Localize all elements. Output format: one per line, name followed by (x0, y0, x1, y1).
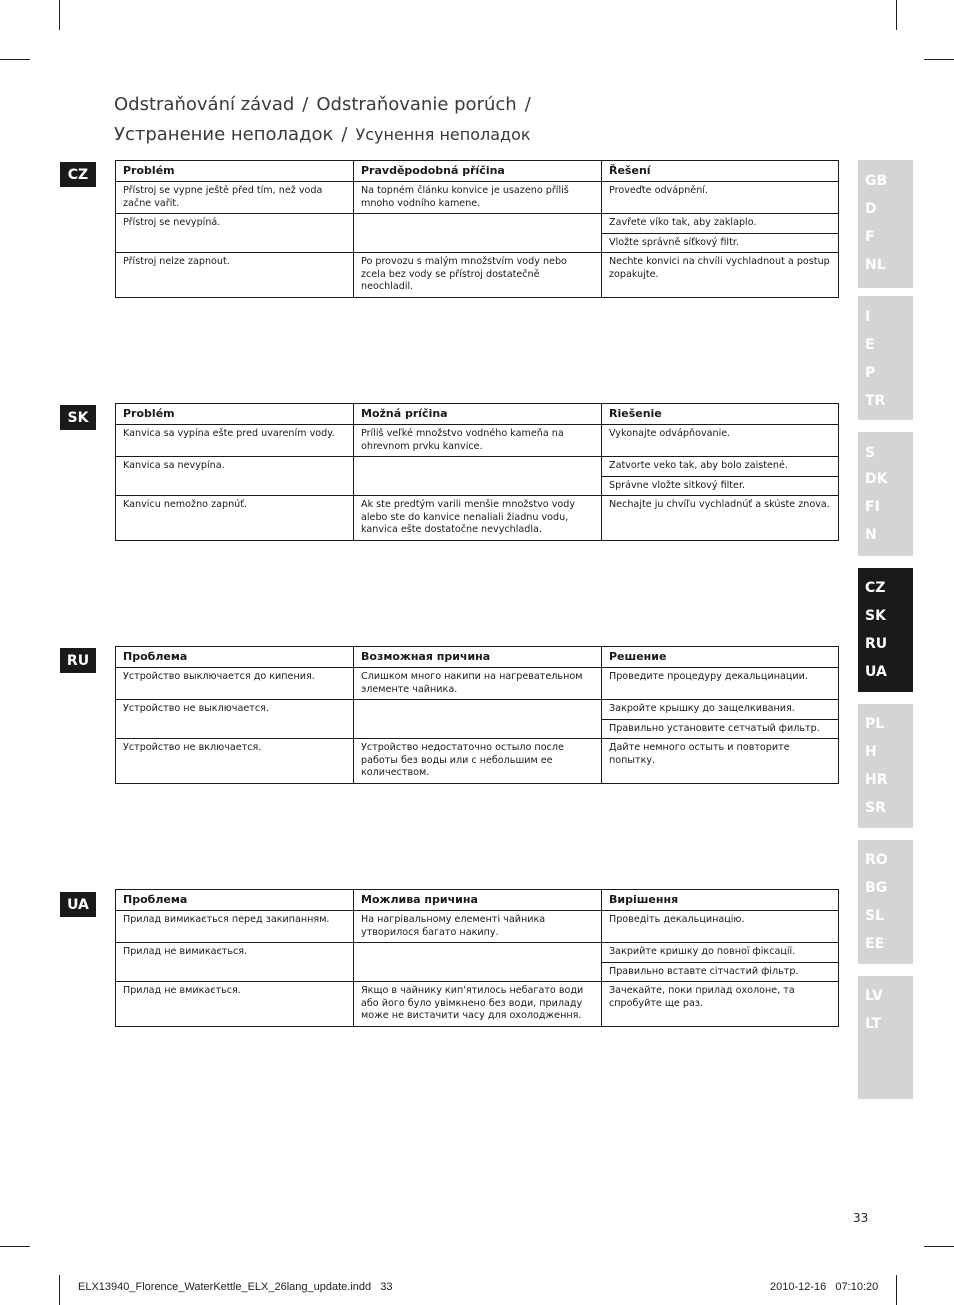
sidebar-group-1[interactable] (858, 160, 913, 288)
title-cz: Odstraňování závad (114, 94, 295, 115)
cell-problem: Прилад не вимикається. (116, 943, 354, 982)
sidebar-group-2[interactable] (858, 296, 913, 420)
cell-solution: Správne vložte sitkový filter. (602, 476, 839, 496)
cell-solution: Закройте крышку до защелкивания. (602, 700, 839, 720)
cell-solution: Vykonajte odvápňovanie. (602, 425, 839, 457)
cell-solution: Зачекайте, поки прилад охолоне, та спробуйте ще раз. (602, 982, 839, 1027)
table-row (116, 668, 839, 700)
footer-filename: ELX13940_Florence_WaterKettle_ELX_26lang_update.indd 33 (78, 1281, 393, 1293)
cell-problem: Устройство выключается до кипения. (116, 668, 354, 700)
sidebar-item-e[interactable]: E (865, 337, 875, 353)
table-row (116, 214, 839, 234)
cell-problem: Přístroj se nevypíná. (116, 214, 354, 253)
sidebar-item-f[interactable]: F (865, 229, 875, 245)
header-solution: Řešení (602, 161, 839, 182)
sidebar-group-5[interactable] (858, 704, 913, 828)
sidebar-item-sr[interactable]: SR (865, 800, 886, 816)
sidebar-item-ru[interactable]: RU (865, 636, 888, 652)
cell-cause: Якщо в чайнику кип'ятилось небагато води або його було увімкнено без води, приладу може не вистачити часу для охолодження. (354, 982, 602, 1027)
cell-solution: Zavřete víko tak, aby zaklaplo. (602, 214, 839, 234)
cell-solution: Правильно установите сетчатый фильтр. (602, 719, 839, 739)
table-row (116, 943, 839, 963)
sidebar-item-sl[interactable]: SL (865, 908, 885, 924)
table-row (116, 457, 839, 477)
crop-mark (59, 0, 60, 30)
table-row (116, 253, 839, 298)
sidebar-item-sk[interactable]: SK (865, 608, 886, 624)
table-row (116, 982, 839, 1027)
table-header-row (116, 404, 839, 425)
cell-cause (354, 214, 602, 253)
page-title-line-2 (114, 124, 531, 145)
cell-solution: Nechajte ju chvíľu vychladnúť a skúste znova. (602, 496, 839, 541)
sidebar-item-s[interactable]: S (865, 445, 876, 461)
header-solution: Riešenie (602, 404, 839, 425)
title-separator: / (302, 94, 309, 115)
cell-solution: Правильно вставте сітчастий фільтр. (602, 962, 839, 982)
cell-cause: Príliš veľké množstvo vodného kameňa na ohrevnom prvku kanvice. (354, 425, 602, 457)
page-title-line-1 (114, 94, 539, 115)
cell-solution: Vložte správně síťkový filtr. (602, 233, 839, 253)
troubleshooting-table-cz (115, 160, 839, 298)
table-header-row (116, 890, 839, 911)
sidebar-item-bg[interactable]: BG (865, 880, 888, 896)
sidebar-item-h[interactable]: H (865, 744, 877, 760)
sidebar-group-7[interactable] (858, 976, 913, 1099)
header-cause: Možná príčina (354, 404, 602, 425)
table-row (116, 911, 839, 943)
cell-solution: Nechte konvici na chvíli vychladnout a postup zopakujte. (602, 253, 839, 298)
cell-solution: Закрийте кришку до повної фіксації. (602, 943, 839, 963)
sidebar-item-ro[interactable]: RO (865, 852, 888, 868)
lang-label-ru: RU (60, 648, 96, 673)
header-problem: Проблема (116, 647, 354, 668)
cell-cause: Po provozu s malým množstvím vody nebo zcela bez vody se přístroj dostatečně neochladil. (354, 253, 602, 298)
table-row (116, 182, 839, 214)
crop-mark (0, 1246, 30, 1247)
table-header-row (116, 647, 839, 668)
table-header-row (116, 161, 839, 182)
cell-solution: Zatvorte veko tak, aby bolo zaistené. (602, 457, 839, 477)
cell-cause: Слишком много накипи на нагревательном элементе чайника. (354, 668, 602, 700)
cell-problem: Прилад вимикається перед закипанням. (116, 911, 354, 943)
crop-mark (896, 0, 897, 30)
sidebar-item-d[interactable]: D (865, 201, 877, 217)
header-problem: Проблема (116, 890, 354, 911)
crop-mark (924, 1246, 954, 1247)
cell-problem: Kanvica sa nevypína. (116, 457, 354, 496)
sidebar-item-fi[interactable]: FI (865, 499, 880, 515)
sidebar-item-dk[interactable]: DK (865, 471, 888, 487)
cell-solution: Дайте немного остыть и повторите попытку. (602, 739, 839, 784)
crop-mark (59, 1275, 60, 1305)
sidebar-item-lv[interactable]: LV (865, 988, 883, 1004)
cell-solution: Proveďte odvápnění. (602, 182, 839, 214)
table-row (116, 496, 839, 541)
cell-cause (354, 700, 602, 739)
cell-problem: Kanvicu nemožno zapnúť. (116, 496, 354, 541)
header-solution: Вирішення (602, 890, 839, 911)
cell-problem: Kanvica sa vypína ešte pred uvarením vody. (116, 425, 354, 457)
sidebar-item-ee[interactable]: EE (865, 936, 885, 952)
sidebar-item-tr[interactable]: TR (865, 393, 886, 409)
sidebar-group-3[interactable] (858, 432, 913, 556)
sidebar-item-ua[interactable]: UA (865, 664, 887, 680)
cell-problem: Прилад не вмикається. (116, 982, 354, 1027)
sidebar-group-4-active[interactable] (858, 568, 913, 692)
title-separator: / (341, 124, 348, 145)
cell-problem: Устройство не включается. (116, 739, 354, 784)
lang-label-ua: UA (60, 892, 96, 917)
troubleshooting-table-ua (115, 889, 839, 1027)
title-ua: Усунення неполадок (355, 125, 531, 144)
title-sk: Odstraňovanie porúch (316, 94, 517, 115)
cell-cause (354, 943, 602, 982)
header-cause: Можлива причина (354, 890, 602, 911)
table-row (116, 739, 839, 784)
crop-mark (0, 59, 30, 60)
sidebar-item-cz[interactable]: CZ (865, 580, 886, 596)
sidebar-item-pl[interactable]: PL (865, 716, 885, 732)
header-cause: Возможная причина (354, 647, 602, 668)
sidebar-item-i[interactable]: I (865, 309, 871, 325)
header-cause: Pravděpodobná příčina (354, 161, 602, 182)
header-problem: Problém (116, 161, 354, 182)
title-ru: Устранение неполадок (114, 124, 334, 145)
sidebar-item-hr[interactable]: HR (865, 772, 888, 788)
cell-cause (354, 457, 602, 496)
cell-problem: Přístroj se vypne ještě před tím, než voda začne vařit. (116, 182, 354, 214)
title-separator: / (524, 94, 531, 115)
header-solution: Решение (602, 647, 839, 668)
lang-label-cz: CZ (60, 162, 96, 187)
header-problem: Problém (116, 404, 354, 425)
troubleshooting-table-ru (115, 646, 839, 784)
sidebar-item-p[interactable]: P (865, 365, 876, 381)
cell-cause: Na topném článku konvice je usazeno příliš mnoho vodního kamene. (354, 182, 602, 214)
cell-cause: На нагрівальному елементі чайника утворилося багато накипу. (354, 911, 602, 943)
cell-solution: Проведите процедуру декальцинации. (602, 668, 839, 700)
footer-timestamp: 2010-12-16 07:10:20 (770, 1281, 879, 1293)
lang-label-sk: SK (60, 405, 96, 430)
cell-cause: Ak ste predtým varili menšie množstvo vody alebo ste do kanvice nenaliali žiadnu vodu, kanvica ešte dostatočne nevychladla. (354, 496, 602, 541)
sidebar-item-gb[interactable]: GB (865, 173, 888, 189)
page-number: 33 (853, 1211, 869, 1225)
sidebar-group-6[interactable] (858, 840, 913, 964)
table-row (116, 700, 839, 720)
cell-problem: Устройство не выключается. (116, 700, 354, 739)
crop-mark (896, 1275, 897, 1305)
crop-mark (924, 59, 954, 60)
cell-problem: Přístroj nelze zapnout. (116, 253, 354, 298)
troubleshooting-table-sk (115, 403, 839, 541)
cell-solution: Проведіть декальцинацію. (602, 911, 839, 943)
cell-cause: Устройство недостаточно остыло после работы без воды или с небольшим ее количеством. (354, 739, 602, 784)
sidebar-item-n[interactable]: N (865, 527, 877, 543)
sidebar-item-nl[interactable]: NL (865, 257, 886, 273)
table-row (116, 425, 839, 457)
sidebar-item-lt[interactable]: LT (865, 1016, 882, 1032)
